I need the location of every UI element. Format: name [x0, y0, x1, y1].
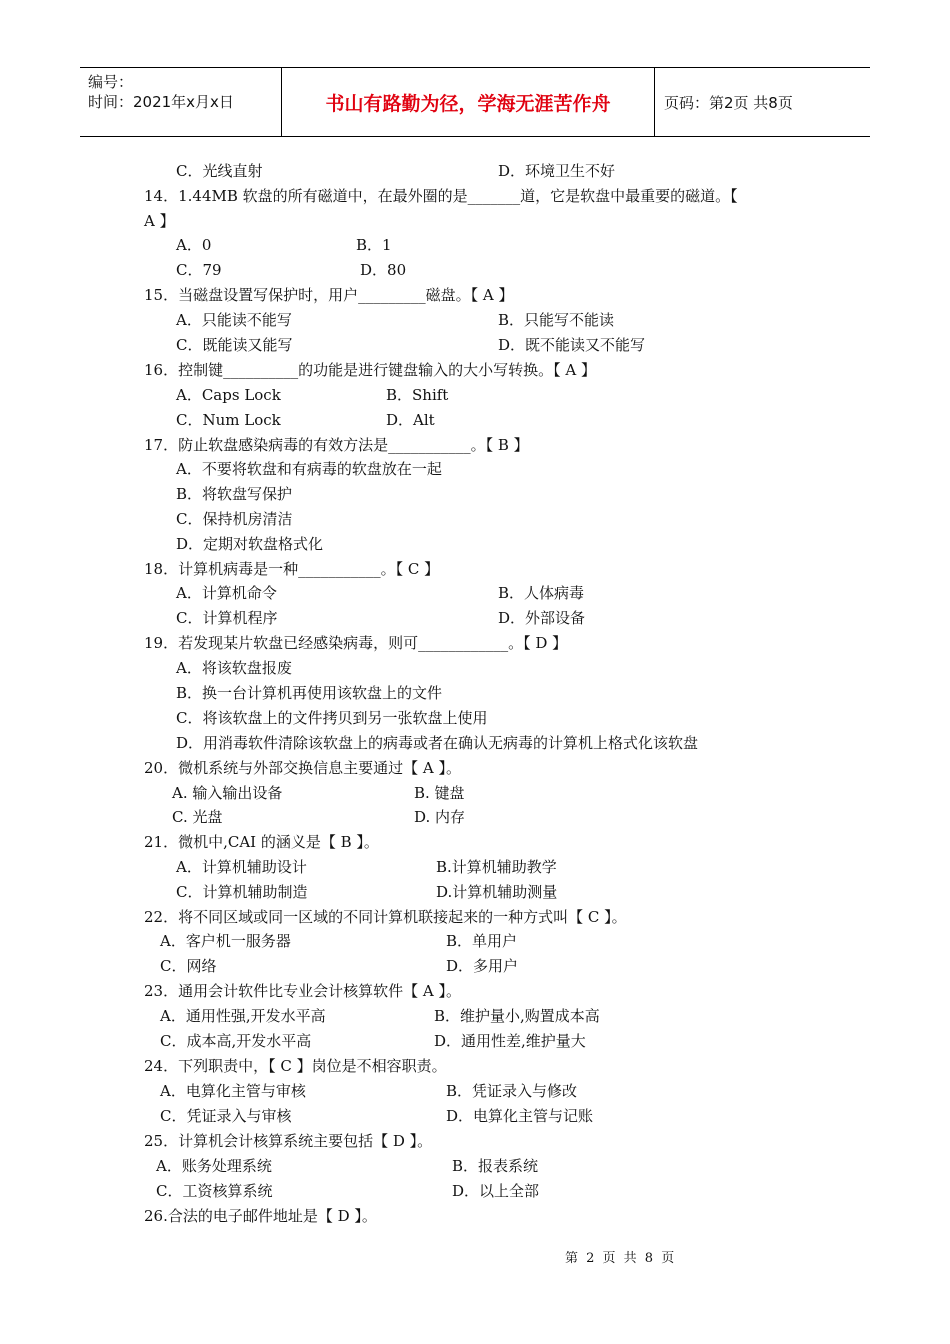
question-line: 25．计算机会计核算系统主要包括【 D 】。	[144, 1132, 433, 1150]
option-line: B．凭证录入与修改	[446, 1082, 578, 1100]
option-line: D．多用户	[446, 957, 519, 975]
option-line: D．定期对软盘格式化	[176, 535, 324, 553]
question-line: 26.合法的电子邮件地址是【 D 】。	[144, 1207, 377, 1225]
option-line: B. 键盘	[414, 784, 465, 802]
option-line: D．外部设备	[498, 609, 586, 627]
option-line: B．Shift	[386, 386, 449, 404]
option-line: D．Alt	[386, 411, 435, 429]
question-line: 16．控制键__________的功能是进行键盘输入的大小写转换。【 A 】	[144, 361, 596, 379]
option-line: C．保持机房清洁	[176, 510, 293, 528]
option-line: A. 输入输出设备	[172, 784, 283, 802]
option-line: A．账务处理系统	[156, 1157, 272, 1175]
option-line: C．79	[176, 261, 222, 279]
option-line: A．不要将软盘和有病毒的软盘放在一起	[176, 460, 442, 478]
question-line: 21．微机中,CAI 的涵义是【 B 】。	[144, 833, 379, 851]
question-line: 15．当磁盘设置写保护时，用户_________磁盘。【 A 】	[144, 286, 514, 304]
option-line: C．Num Lock	[176, 411, 281, 429]
option-line: C．光线直射	[176, 162, 263, 180]
option-line: A．将该软盘报废	[176, 659, 292, 677]
option-line: B．维护量小,购置成本高	[434, 1007, 600, 1025]
option-line: B．单用户	[446, 932, 518, 950]
header-meta	[80, 68, 282, 136]
question-line: A 】	[144, 212, 175, 230]
question-line: 20．微机系统与外部交换信息主要通过【 A 】。	[144, 759, 461, 777]
option-line: D. 内存	[414, 808, 466, 826]
question-line: 14．1.44MB 软盘的所有磁道中，在最外圈的是_______道，它是软盘中最重要的磁道。【	[144, 187, 738, 205]
question-line: 24．下列职责中，【 C 】岗位是不相容职责。	[144, 1057, 447, 1075]
option-line: D．既不能读又不能写	[498, 336, 646, 354]
page-header	[80, 67, 870, 137]
option-line: C．计算机辅助制造	[176, 883, 308, 901]
option-line: C．既能读又能写	[176, 336, 293, 354]
option-line: D．以上全部	[452, 1182, 540, 1200]
option-line: C．将该软盘上的文件拷贝到另一张软盘上使用	[176, 709, 488, 727]
option-line: B．1	[356, 236, 392, 254]
option-line: A．通用性强,开发水平高	[160, 1007, 326, 1025]
question-line: 17．防止软盘感染病毒的有效方法是___________。【 B 】	[144, 436, 529, 454]
option-line: D．通用性差,维护量大	[434, 1032, 586, 1050]
option-line: B．人体病毒	[498, 584, 585, 602]
question-line: 23．通用会计软件比专业会计核算软件【 A 】。	[144, 982, 461, 1000]
date-label: 时间：2021年x月x日	[88, 93, 234, 111]
option-line: A．电算化主管与审核	[160, 1082, 306, 1100]
option-line: C．计算机程序	[176, 609, 278, 627]
option-line: B．将软盘写保护	[176, 485, 293, 503]
option-line: D．电算化主管与记账	[446, 1107, 594, 1125]
option-line: A．只能读不能写	[176, 311, 292, 329]
option-line: A．计算机辅助设计	[176, 858, 307, 876]
option-line: A．0	[176, 236, 212, 254]
option-line: B．只能写不能读	[498, 311, 615, 329]
option-line: D．环境卫生不好	[498, 162, 616, 180]
question-line: 22．将不同区域或同一区域的不同计算机联接起来的一种方式叫【 C 】。	[144, 908, 627, 926]
header-page-info: 页码：第2页 共8页	[664, 93, 793, 112]
number-label: 编号：	[88, 73, 134, 91]
option-line: C．工资核算系统	[156, 1182, 273, 1200]
option-line: D．用消毒软件清除该软盘上的病毒或者在确认无病毒的计算机上格式化该软盘	[176, 734, 699, 752]
option-line: C．成本高,开发水平高	[160, 1032, 312, 1050]
option-line: B．换一台计算机再使用该软盘上的文件	[176, 684, 443, 702]
option-line: B．报表系统	[452, 1157, 539, 1175]
option-line: C．网络	[160, 957, 217, 975]
question-line: 18．计算机病毒是一种___________。【 C 】	[144, 560, 440, 578]
option-line: D.计算机辅助测量	[436, 883, 558, 901]
option-line: A．Caps Lock	[176, 386, 281, 404]
option-line: D．80	[360, 261, 407, 279]
header-motto: 书山有路勤为径，学海无涯苦作舟	[282, 68, 655, 136]
question-line: 19．若发现某片软盘已经感染病毒，则可____________。【 D 】	[144, 634, 568, 652]
option-line: A．客户机一服务器	[160, 932, 291, 950]
page-footer: 第 2 页 共 8 页	[565, 1251, 677, 1266]
option-line: C. 光盘	[172, 808, 223, 826]
option-line: A．计算机命令	[176, 584, 277, 602]
option-line: C．凭证录入与审核	[160, 1107, 292, 1125]
option-line: B.计算机辅助教学	[436, 858, 557, 876]
